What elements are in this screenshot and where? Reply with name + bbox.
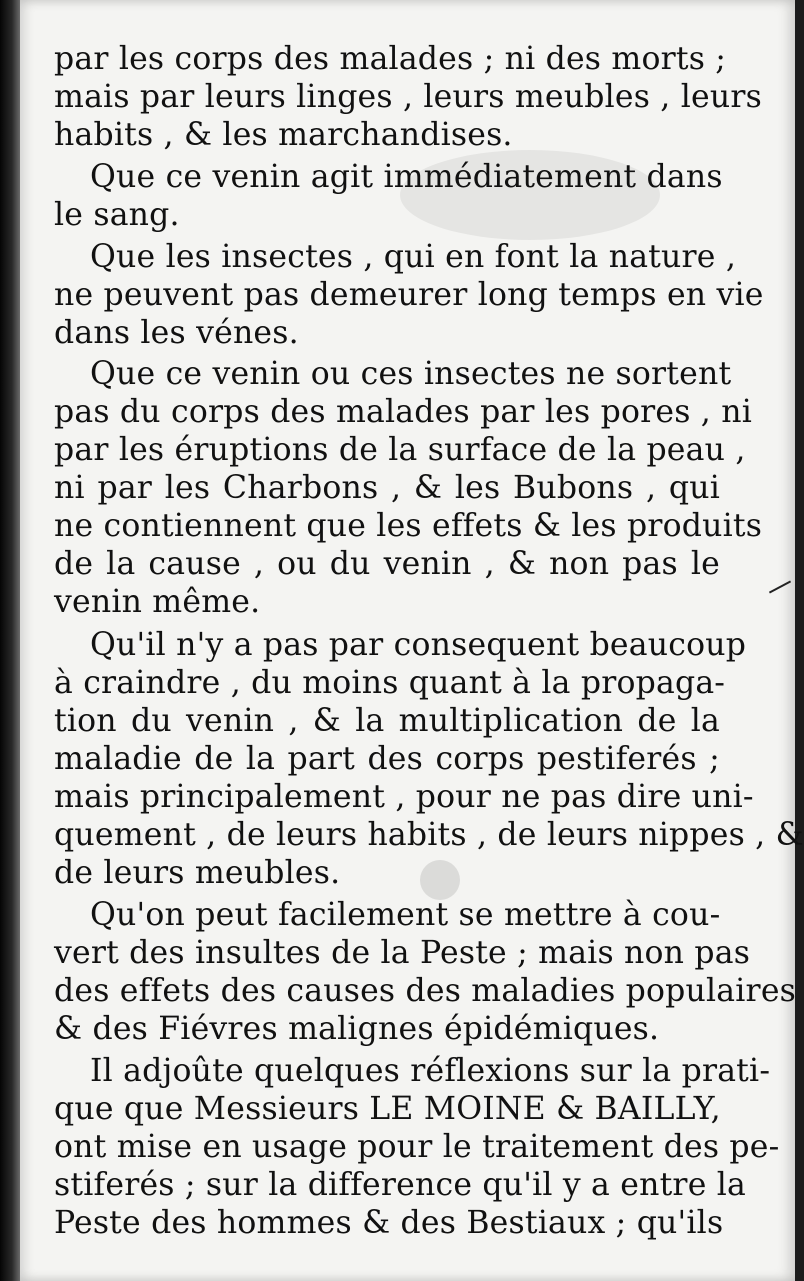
page-gutter-shadow: [0, 0, 20, 1281]
text-line: à craindre , du moins quant à la propaga-: [54, 665, 726, 701]
text-line: vert des insultes de la Peste ; mais non pas: [54, 935, 751, 971]
text-line: pas du corps des malades par les pores , ni: [54, 394, 752, 430]
text-line: quement , de leurs habits , de leurs nippes , &: [54, 817, 804, 853]
text-line: mais par leurs linges , leurs meubles , leurs: [54, 79, 762, 115]
text-line: habits , & les marchandises.: [54, 117, 513, 153]
text-line: dans les vénes.: [54, 315, 299, 351]
paragraph-start-line: Qu'il n'y a pas par consequent beaucoup: [90, 627, 747, 663]
text-line: ne contiennent que les effets & les produits: [54, 508, 763, 544]
text-line: des effets des causes des maladies populaires: [54, 973, 797, 1009]
text-line: stiferés ; sur la difference qu'il y a entre la: [54, 1167, 747, 1203]
paragraph-start-line: Que ce venin agit immédiatement dans: [90, 159, 723, 195]
text-line: le sang.: [54, 197, 180, 233]
text-line: tion du venin , & la multiplication de la: [54, 703, 720, 739]
text-line: & des Fiévres malignes épidémiques.: [54, 1011, 660, 1047]
text-line: mais principalement , pour ne pas dire uni-: [54, 779, 754, 815]
text-line: que que Messieurs LE MOINE & BAILLY,: [54, 1091, 721, 1127]
text-line: de leurs meubles.: [54, 855, 341, 891]
text-line: de la cause , ou du venin , & non pas le: [54, 546, 720, 582]
text-line: Peste des hommes & des Bestiaux ; qu'ils: [54, 1205, 724, 1241]
paragraph-start-line: Que ce venin ou ces insectes ne sortent: [90, 356, 732, 392]
paragraph-start-line: Il adjoûte quelques réflexions sur la prati-: [90, 1053, 771, 1089]
book-page: [20, 0, 804, 1281]
text-line: ni par les Charbons , & les Bubons , qui: [54, 470, 720, 506]
text-line: par les éruptions de la surface de la peau ,: [54, 432, 746, 468]
paragraph-start-line: Qu'on peut facilement se mettre à cou-: [90, 897, 721, 933]
text-line: par les corps des malades ; ni des morts ;: [54, 41, 727, 77]
text-line: maladie de la part des corps pestiferés ;: [54, 741, 720, 777]
paragraph-start-line: Que les insectes , qui en font la nature ,: [90, 239, 737, 275]
text-line: ne peuvent pas demeurer long temps en vie: [54, 277, 764, 313]
text-line: ont mise en usage pour le traitement des pe-: [54, 1129, 780, 1165]
text-line: venin même.: [54, 584, 261, 620]
